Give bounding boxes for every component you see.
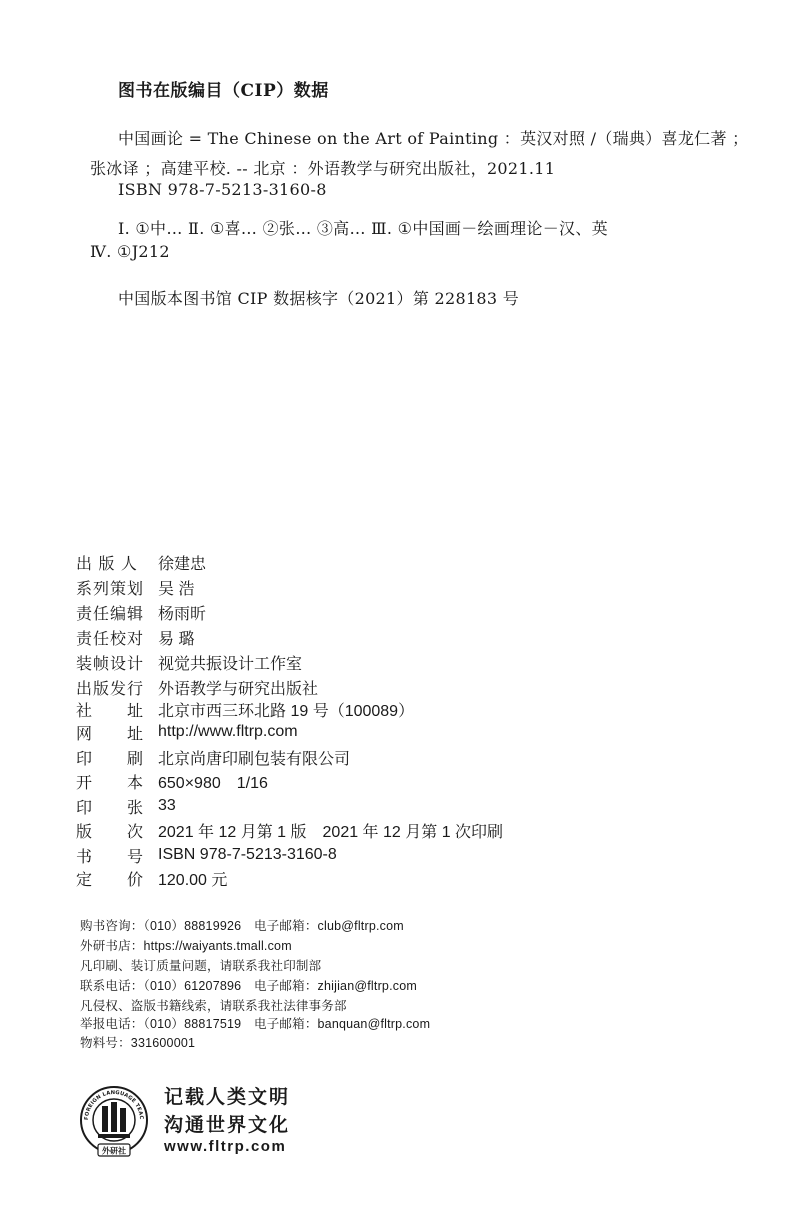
info-row-sheets	[76, 794, 176, 818]
info-row-address	[76, 697, 414, 721]
info-label: 装帧设计	[76, 655, 145, 673]
info-label: 版 次	[76, 823, 145, 841]
info-value: 易 璐	[158, 630, 195, 648]
info-value: 视觉共振设计工作室	[158, 655, 303, 673]
info-row-edition	[76, 818, 503, 842]
contact-line-report-phone: 举报电话：（010）88817519 电子邮箱：banquan@fltrp.com	[80, 1017, 431, 1031]
info-row-designer	[76, 650, 302, 674]
svg-text:外研社: 外研社	[102, 1146, 126, 1156]
info-row-format	[76, 769, 268, 793]
cip-title-line: 中国画论 = The Chinese on the Art of Painting ：英汉对照 /（瑞典）喜龙仁著 ；	[118, 129, 749, 148]
slogan-website: www.fltrp.com	[164, 1138, 287, 1155]
info-value: 徐建忠	[158, 555, 207, 573]
contact-line-purchase: 购书咨询：（010）88819926 电子邮箱：club@fltrp.com	[80, 919, 404, 933]
info-label: 责任校对	[76, 630, 145, 648]
info-row-website	[76, 720, 298, 744]
slogan-line-2: 沟通世界文化	[164, 1115, 291, 1136]
info-value: 外语教学与研究出版社	[158, 680, 319, 698]
contact-line-store: 外研书店：https://waiyants.tmall.com	[80, 939, 292, 953]
info-row-price	[76, 866, 227, 890]
info-label: 社 址	[76, 702, 145, 720]
info-row-publisher-person	[76, 550, 206, 574]
info-value: 北京尚唐印刷包装有限公司	[158, 750, 351, 768]
info-label: 印 张	[76, 799, 145, 817]
info-value: 2021 年 12 月第 1 版 2021 年 12 月第 1 次印刷	[158, 823, 504, 841]
cip-heading: 图书在版编目（CIP）数据	[118, 81, 329, 101]
contact-line-piracy: 凡侵权、盗版书籍线索，请联系我社法律事务部	[80, 999, 347, 1013]
cip-isbn-line: ISBN 978-7-5213-3160-8	[118, 180, 327, 199]
slogan-line-1: 记载人类文明	[164, 1087, 291, 1108]
cip-subject-line: Ⅰ. ①中… Ⅱ. ①喜… ②张… ③高… Ⅲ. ①中国画－绘画理论－汉、英	[118, 219, 608, 238]
info-label: 书 号	[76, 848, 145, 866]
info-row-distributor	[76, 675, 318, 699]
info-label: 印 刷	[76, 750, 145, 768]
info-value: ISBN 978-7-5213-3160-8	[158, 846, 337, 863]
info-value: 120.00 元	[158, 871, 228, 889]
info-label: 出 版 人	[76, 555, 138, 573]
cip-publisher-line: 张冰译 ；高建平校. -- 北京 ：外语教学与研究出版社，2021.11	[90, 159, 556, 178]
contact-line-quality: 凡印刷、装订质量问题，请联系我社印制部	[80, 959, 322, 973]
cip-classification-line: Ⅳ. ①J212	[90, 242, 170, 261]
info-value: 吴 浩	[158, 580, 195, 598]
info-label: 出版发行	[76, 680, 145, 698]
info-row-proofreader	[76, 625, 194, 649]
info-row-series-planner	[76, 575, 194, 599]
info-label: 系列策划	[76, 580, 145, 598]
svg-text:FOREIGN LANGUAGE TEACHING AND: FOREIGN LANGUAGE TEAC	[83, 1089, 145, 1121]
info-row-editor	[76, 600, 206, 624]
info-value: 北京市西三环北路 19 号（100089）	[158, 702, 415, 720]
info-value: 650×980 1/16	[158, 774, 268, 792]
info-value: 杨雨昕	[158, 605, 207, 623]
info-value: 33	[158, 797, 176, 814]
info-label: 网 址	[76, 725, 145, 743]
publisher-logo-icon	[78, 1074, 150, 1164]
info-value: http://www.fltrp.com	[158, 723, 298, 740]
info-label: 开 本	[76, 774, 145, 792]
contact-line-material-number: 物料号：331600001	[80, 1036, 196, 1050]
info-row-printer	[76, 745, 350, 769]
info-label: 定 价	[76, 871, 145, 889]
cip-record-number: 中国版本图书馆 CIP 数据核字（2021）第 228183 号	[118, 289, 520, 308]
info-label: 责任编辑	[76, 605, 145, 623]
info-row-isbn	[76, 843, 337, 867]
contact-line-quality-phone: 联系电话：（010）61207896 电子邮箱：zhijian@fltrp.com	[80, 979, 417, 993]
